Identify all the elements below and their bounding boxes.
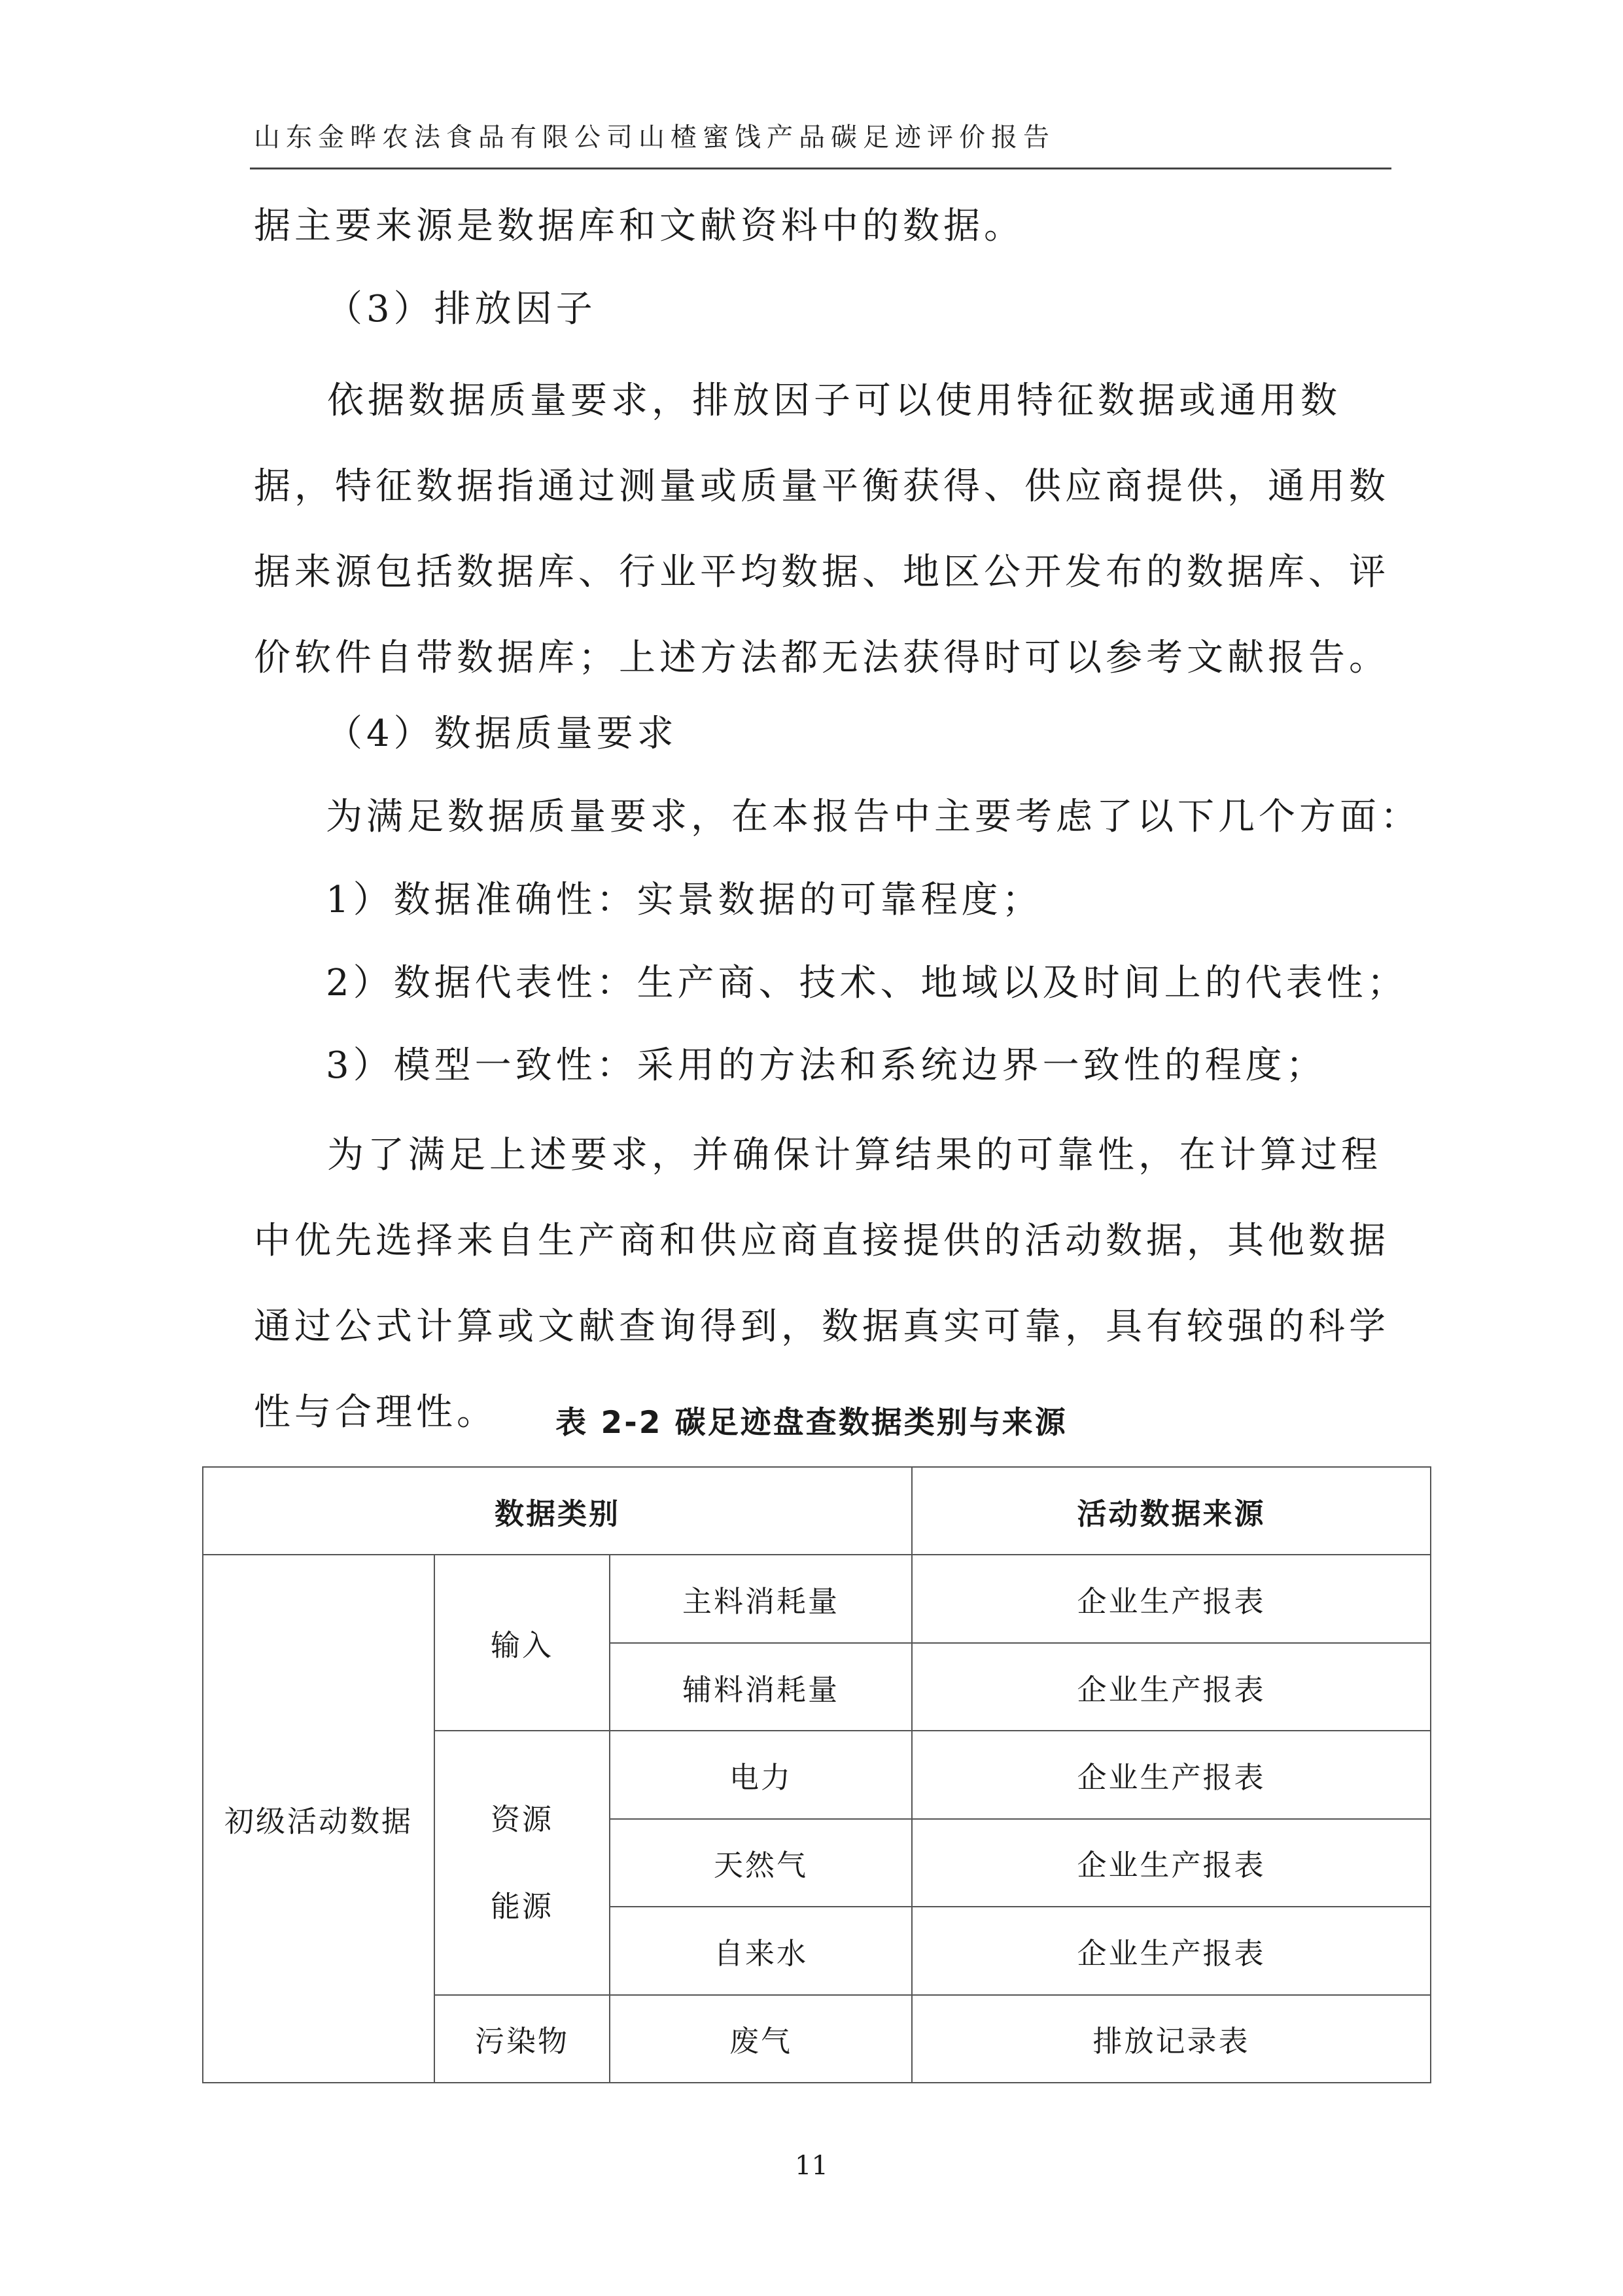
cell-item: 电力 [610, 1731, 912, 1818]
cell-pollutant: 污染物 [434, 1995, 610, 2083]
cell-source: 企业生产报表 [912, 1643, 1431, 1731]
energy-label: 能源 [490, 1888, 553, 1924]
section-heading-emission-factors: （3）排放因子 [326, 288, 597, 330]
header-divider [250, 168, 1391, 169]
list-item-consistency: 3）模型一致性：采用的方法和系统边界一致性的程度； [326, 1044, 1327, 1087]
cell-source: 排放记录表 [912, 1995, 1431, 2083]
page-number: 11 [795, 2151, 828, 2181]
cell-item: 辅料消耗量 [610, 1643, 912, 1731]
cell-item: 自来水 [610, 1907, 912, 1994]
data-category-table [202, 1466, 1431, 2083]
cell-source: 企业生产报表 [912, 1555, 1431, 1642]
paragraph-data-selection: 为了满足上述要求，并确保计算结果的可靠性，在计算过程中优先选择来自生产商和供应商直接提供的活动数据，其他数据通过公式计算或文献查询得到，数据真实可靠，具有较强的科学性与合理性。 [254, 1134, 1389, 1434]
table-caption: 表 2-2 碳足迹盘查数据类别与来源 [555, 1405, 1068, 1441]
table-header-row [203, 1467, 1431, 1555]
cell-resource-energy [434, 1731, 610, 1994]
cell-item: 废气 [610, 1995, 912, 2083]
section-heading-data-quality: （4）数据质量要求 [326, 713, 678, 755]
cell-source: 企业生产报表 [912, 1819, 1431, 1907]
resource-label: 资源 [490, 1801, 553, 1837]
header-activity-source: 活动数据来源 [912, 1467, 1431, 1555]
list-item-accuracy: 1）数据准确性：实景数据的可靠程度； [326, 879, 1043, 921]
paragraph-data-quality-intro: 为满足数据质量要求，在本报告中主要考虑了以下几个方面： [326, 796, 1421, 838]
cell-primary-activity-data: 初级活动数据 [203, 1555, 434, 2083]
running-header: 山东金晔农法食品有限公司山楂蜜饯产品碳足迹评价报告 [254, 122, 1055, 152]
table-row [203, 1555, 1431, 1642]
cell-item: 天然气 [610, 1819, 912, 1907]
list-item-representativeness: 2）数据代表性：生产商、技术、地域以及时间上的代表性； [326, 962, 1408, 1004]
cell-source: 企业生产报表 [912, 1907, 1431, 1994]
header-data-category: 数据类别 [203, 1467, 912, 1555]
cell-item: 主料消耗量 [610, 1555, 912, 1642]
cell-source: 企业生产报表 [912, 1731, 1431, 1818]
paragraph-continuation: 据主要来源是数据库和文献资料中的数据。 [254, 205, 1024, 247]
paragraph-emission-factors: 依据数据质量要求，排放因子可以使用特征数据或通用数据，特征数据指通过测量或质量平衡获得、供应商提供，通用数据来源包括数据库、行业平均数据、地区公开发布的数据库、评价软件自带数据库；上述方法都无法获得时可以参考文献报告。 [254, 380, 1389, 679]
cell-input: 输入 [434, 1555, 610, 1731]
